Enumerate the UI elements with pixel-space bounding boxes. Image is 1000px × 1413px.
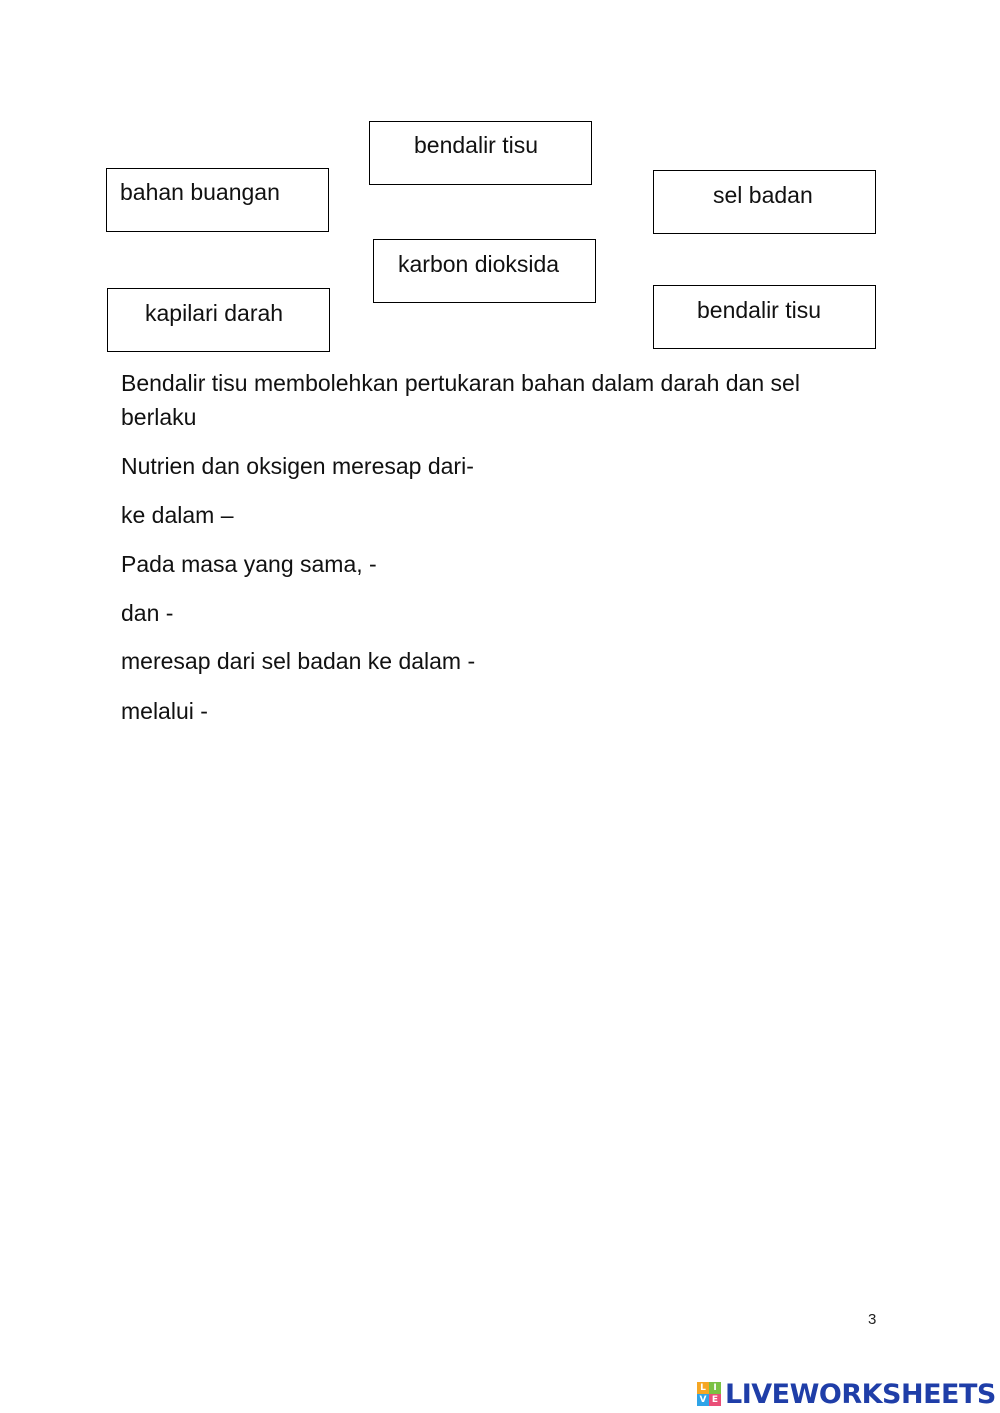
word-box-label: karbon dioksida <box>398 251 560 277</box>
sentence-line: dan - <box>121 600 174 626</box>
logo-letter-l: L <box>697 1382 709 1394</box>
sentence-line: Pada masa yang sama, - <box>121 551 377 577</box>
liveworksheets-brand[interactable] <box>697 1378 996 1410</box>
logo-letter-v: V <box>697 1394 709 1406</box>
sentence-intro: Bendalir tisu membolehkan pertukaran bahan dalam darah dan sel berlaku <box>121 370 800 430</box>
word-box-bendalir-tisu-bottom[interactable] <box>653 285 876 349</box>
sentence-line: Nutrien dan oksigen meresap dari- <box>121 453 474 479</box>
word-box-label: bendalir tisu <box>697 297 822 323</box>
word-box-label: sel badan <box>713 182 813 208</box>
word-box-label: kapilari darah <box>145 300 284 326</box>
sentence-line: ke dalam – <box>121 502 234 528</box>
liveworksheets-logo-icon <box>697 1382 721 1406</box>
word-box-label: bendalir tisu <box>414 132 539 158</box>
logo-letter-e: E <box>709 1394 721 1406</box>
sentence-line: meresap dari sel badan ke dalam - <box>121 648 476 674</box>
logo-letter-i: I <box>709 1382 721 1394</box>
word-box-karbon-dioksida[interactable] <box>373 239 596 303</box>
word-box-bahan-buangan[interactable] <box>106 168 329 232</box>
sentence-line: melalui - <box>121 698 208 724</box>
word-box-kapilari-darah[interactable] <box>107 288 330 352</box>
page-number: 3 <box>868 1311 877 1328</box>
word-box-label: bahan buangan <box>120 179 280 205</box>
word-box-sel-badan[interactable] <box>653 170 876 234</box>
brand-text: LIVEWORKSHEETS <box>725 1378 996 1410</box>
word-box-bendalir-tisu-top[interactable] <box>369 121 592 185</box>
